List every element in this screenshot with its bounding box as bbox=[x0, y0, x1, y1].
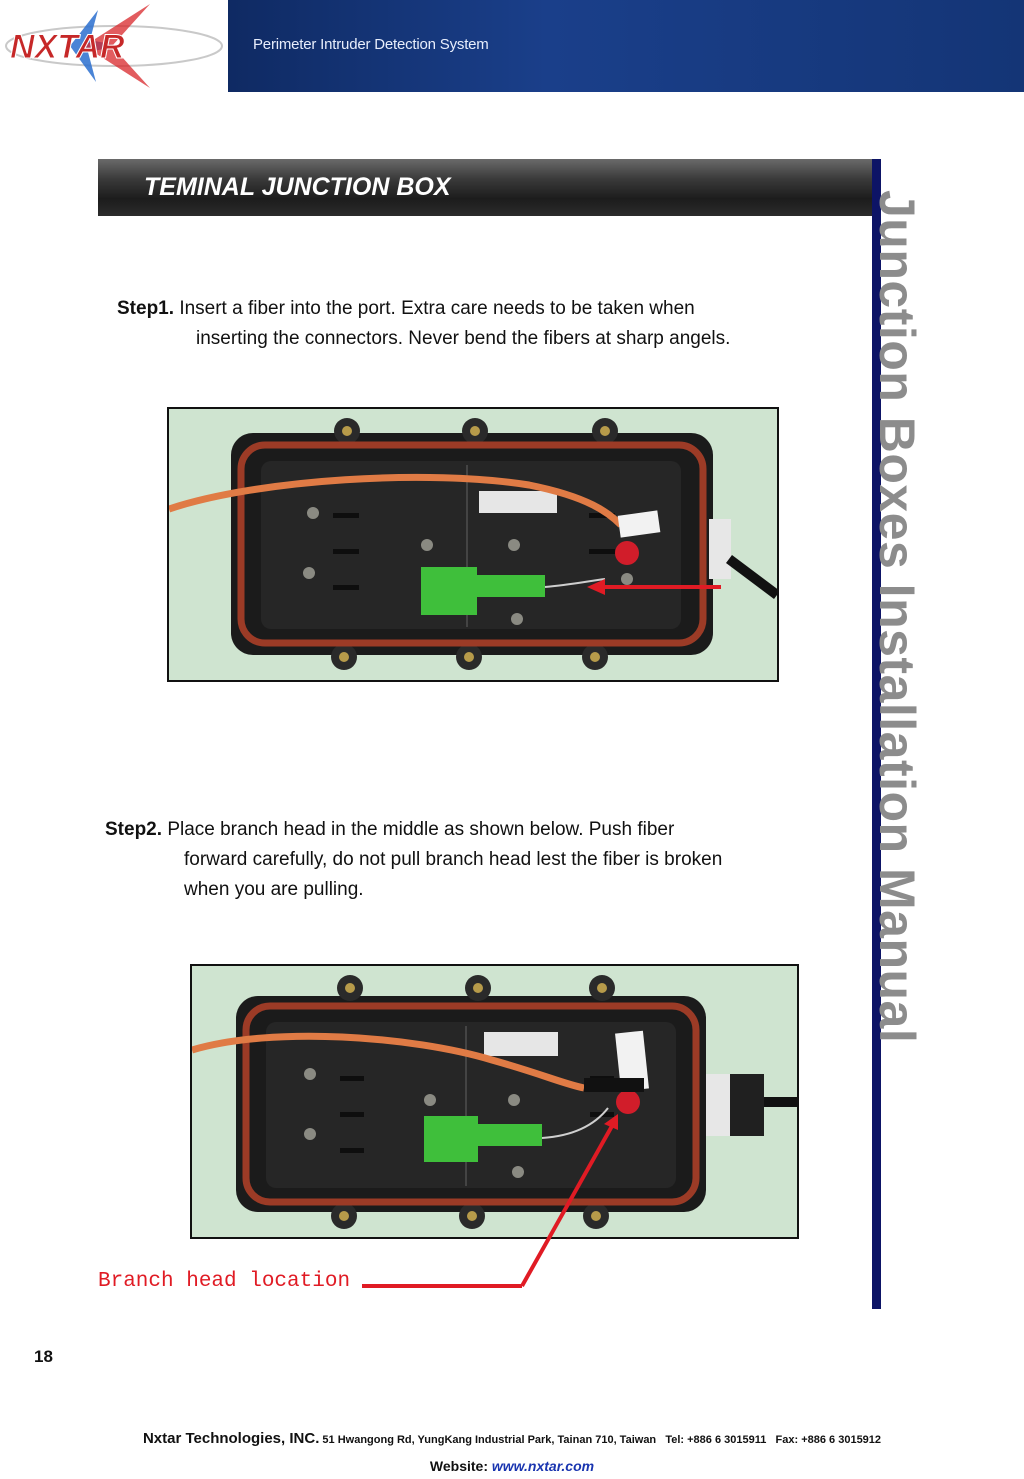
branch-head-location-label: Branch head location bbox=[98, 1270, 351, 1293]
step-1-text-line2: inserting the connectors. Never bend the fibers at sharp angels. bbox=[196, 328, 731, 349]
footer-fax: Fax: +886 6 3015912 bbox=[775, 1434, 882, 1446]
step-1-label: Step1. bbox=[117, 298, 175, 319]
footer-tel: Tel: +886 6 3015911 bbox=[665, 1434, 767, 1446]
footer-website-label: Website: bbox=[429, 1458, 488, 1474]
section-title: TEMINAL JUNCTION BOX bbox=[144, 173, 451, 201]
step-2-text-line1: Place branch head in the middle as shown below. Push fiber bbox=[167, 819, 675, 840]
svg-text:NXTAR: NXTAR bbox=[10, 28, 125, 66]
header-tagline: Perimeter Intruder Detection System bbox=[253, 36, 489, 53]
step-2-label: Step2. bbox=[105, 819, 163, 840]
page-number: 18 bbox=[34, 1347, 53, 1366]
step-2-text-line3: when you are pulling. bbox=[184, 879, 364, 900]
side-title: Junction Boxes Installation Manual bbox=[869, 190, 925, 1044]
step-2-text-line2: forward carefully, do not pull branch head lest the fiber is broken bbox=[184, 849, 723, 870]
footer-company: Nxtar Technologies, INC. bbox=[142, 1430, 320, 1447]
footer-contact bbox=[0, 1430, 1024, 1447]
footer-website bbox=[0, 1458, 1024, 1474]
footer-website-link[interactable]: www.nxtar.com bbox=[491, 1458, 595, 1474]
footer-address: 51 Hwangong Rd, YungKang Industrial Park, Tainan 710, Taiwan bbox=[322, 1434, 657, 1446]
step-1-text-line1: Insert a fiber into the port. Extra care needs to be taken when bbox=[179, 298, 695, 319]
